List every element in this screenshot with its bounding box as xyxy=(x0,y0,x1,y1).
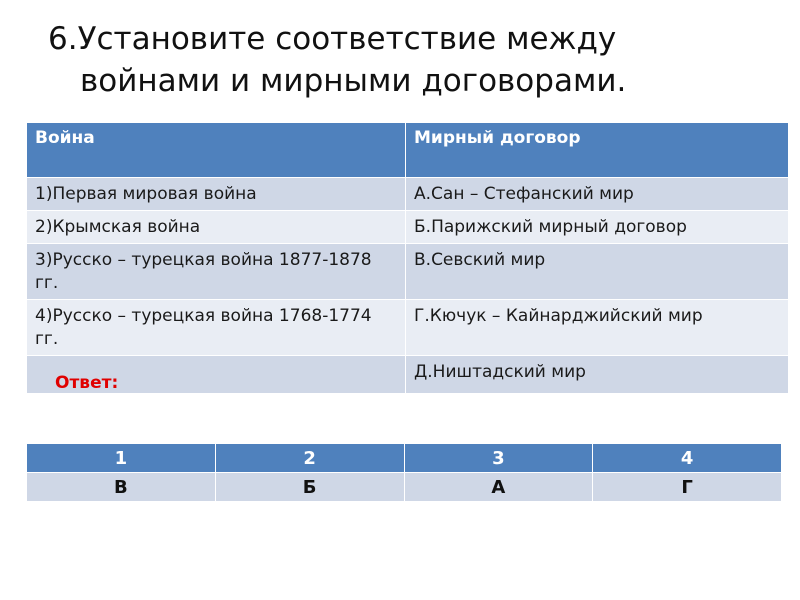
treaty-cell: А.Сан – Стефанский мир xyxy=(406,178,789,211)
answer-table xyxy=(26,443,782,502)
title-line-1: 6.Установите соответствие между xyxy=(48,21,617,57)
treaty-cell: Д.Ништадский мир xyxy=(406,356,789,394)
answer-letter: Б xyxy=(215,473,404,502)
header-war: Война xyxy=(27,123,406,178)
answer-label: Ответ: xyxy=(55,373,119,393)
war-cell: 4)Русско – турецкая война 1768-1774 гг. xyxy=(27,300,406,356)
answer-number: 4 xyxy=(593,444,782,473)
matching-table xyxy=(26,122,789,394)
table-row xyxy=(27,178,789,211)
treaty-cell: Г.Кючук – Кайнарджийский мир xyxy=(406,300,789,356)
slide-title xyxy=(48,18,768,102)
header-treaty: Мирный договор xyxy=(406,123,789,178)
answer-number: 1 xyxy=(27,444,216,473)
answer-letter: В xyxy=(27,473,216,502)
table-row xyxy=(27,356,789,394)
answer-letter: Г xyxy=(593,473,782,502)
answer-label-cell xyxy=(27,356,406,394)
treaty-cell: В.Севский мир xyxy=(406,244,789,300)
table-row xyxy=(27,211,789,244)
treaty-cell: Б.Парижский мирный договор xyxy=(406,211,789,244)
table-header-row xyxy=(27,123,789,178)
table-row xyxy=(27,244,789,300)
answer-number: 2 xyxy=(215,444,404,473)
war-cell: 3)Русско – турецкая война 1877-1878 гг. xyxy=(27,244,406,300)
answer-values-row xyxy=(27,473,782,502)
war-cell: 1)Первая мировая война xyxy=(27,178,406,211)
table-row xyxy=(27,300,789,356)
answer-letter: А xyxy=(404,473,593,502)
title-line-2: войнами и мирными договорами. xyxy=(80,63,627,99)
answer-number: 3 xyxy=(404,444,593,473)
answer-header-row xyxy=(27,444,782,473)
war-cell: 2)Крымская война xyxy=(27,211,406,244)
